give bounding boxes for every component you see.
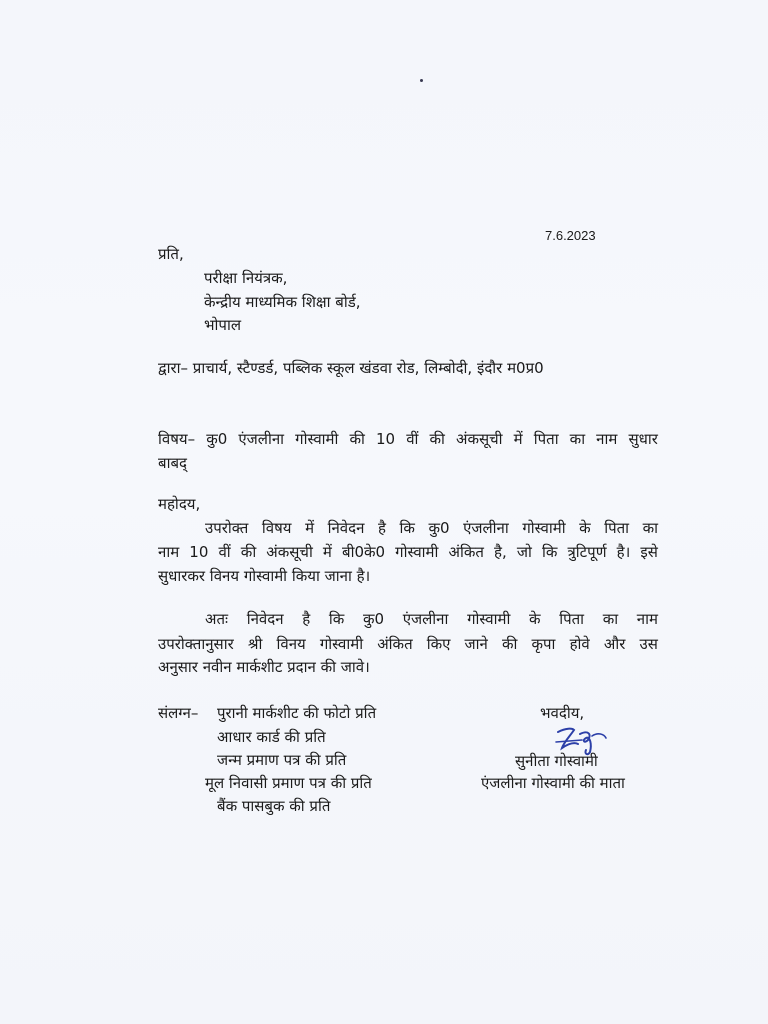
word: बी0के0 xyxy=(342,543,386,561)
word: के xyxy=(579,519,591,537)
enclosure-item: मूल निवासी प्रमाण पत्र की प्रति xyxy=(205,774,372,792)
word: एंजलीना xyxy=(238,430,285,448)
word: पिता xyxy=(604,519,630,537)
word: जो xyxy=(516,543,532,561)
word: विनय xyxy=(276,635,306,653)
word: अंकसूची xyxy=(456,430,503,448)
via-line: द्वारा– प्राचार्य, स्टैण्डर्ड, पब्लिक स्कूल खंडवा रोड, लिम्बोदी, इंदौर म0प्र0 xyxy=(158,359,544,377)
word: गोस्वामी xyxy=(522,519,566,537)
word: निवेदन xyxy=(327,519,365,537)
enclosure-item: पुरानी मार्कशीट की फोटो प्रति xyxy=(217,704,377,722)
word: गोस्वामी xyxy=(395,543,439,561)
word: उपरोक्त xyxy=(205,519,249,537)
word: कु0 xyxy=(428,519,450,537)
paragraph-1-line-3: सुधारकर विनय गोस्वामी किया जाना है। xyxy=(158,567,371,585)
enclosure-item: बैंक पासबुक की प्रति xyxy=(217,797,331,815)
word: श्री xyxy=(247,635,263,653)
word: के xyxy=(529,610,541,628)
word: है xyxy=(302,610,311,628)
word: कृपा xyxy=(531,635,556,653)
word: इसे xyxy=(640,543,658,561)
word: की xyxy=(502,635,518,653)
recipient-line-3: भोपाल xyxy=(204,316,242,334)
enclosure-item: आधार कार्ड की प्रति xyxy=(217,728,326,746)
word: किए xyxy=(426,635,451,653)
paragraph-2-line-3: अनुसार नवीन मार्कशीट प्रदान की जावे। xyxy=(158,658,370,676)
word: की xyxy=(349,430,365,448)
to-label: प्रति, xyxy=(158,245,184,263)
word: पिता xyxy=(533,430,559,448)
enclosure-item: जन्म प्रमाण पत्र की प्रति xyxy=(217,751,347,769)
word: और xyxy=(603,635,626,653)
word: जाने xyxy=(464,635,488,653)
word: में xyxy=(305,519,315,537)
letter-date: 7.6.2023 xyxy=(545,228,596,243)
signer-name: सुनीता गोस्वामी xyxy=(515,752,598,770)
word: की xyxy=(240,543,257,561)
word: विषय– xyxy=(158,430,196,448)
signer-relation: एंजलीना गोस्वामी की माता xyxy=(481,774,625,792)
word: का xyxy=(602,610,619,628)
word: एंजलीना xyxy=(402,610,449,628)
word: गोस्वामी xyxy=(319,635,364,653)
word: का xyxy=(642,519,658,537)
word: उस xyxy=(639,635,658,653)
word: अंकित xyxy=(377,635,413,653)
word: 10 xyxy=(189,543,209,561)
word: सुधार xyxy=(628,430,658,448)
word: गोस्वामी xyxy=(295,430,339,448)
paragraph-1-line-1 xyxy=(205,521,658,536)
word: में xyxy=(322,543,332,561)
word: पिता xyxy=(559,610,585,628)
word: निवेदन xyxy=(246,610,284,628)
word: नाम xyxy=(636,610,658,628)
word: गोस्वामी xyxy=(467,610,511,628)
word: है xyxy=(377,519,386,537)
word: वीं xyxy=(218,543,231,561)
enclosures-label: संलग्न– xyxy=(158,704,199,722)
closing: भवदीय, xyxy=(540,704,585,722)
recipient-line-2: केन्द्रीय माध्यमिक शिक्षा बोर्ड, xyxy=(204,293,361,311)
word: त्रुटिपूर्ण xyxy=(567,543,607,561)
word: अंकित xyxy=(448,543,484,561)
word: का xyxy=(569,430,586,448)
paragraph-1-line-2 xyxy=(158,545,658,560)
word: विषय xyxy=(261,519,292,537)
word: कि xyxy=(328,610,345,628)
word: होवे xyxy=(569,635,590,653)
word: नाम xyxy=(158,543,180,561)
word: कि xyxy=(399,519,415,537)
word: में xyxy=(513,430,523,448)
word: की xyxy=(429,430,445,448)
word: उपरोक्तानुसार xyxy=(158,635,234,653)
paragraph-2-line-1 xyxy=(205,612,658,627)
word: अतः xyxy=(205,610,229,628)
word: है। xyxy=(616,543,631,561)
subject-line-1 xyxy=(158,432,658,447)
word: एंजलीना xyxy=(463,519,509,537)
word: 10 xyxy=(376,430,396,448)
word: नाम xyxy=(596,430,618,448)
recipient-line-1: परीक्षा नियंत्रक, xyxy=(204,269,288,287)
paragraph-2-line-2 xyxy=(158,637,658,652)
word: कु0 xyxy=(206,430,228,448)
word: वीं xyxy=(406,430,419,448)
salutation: महोदय, xyxy=(158,495,201,513)
word: कि xyxy=(541,543,558,561)
word: है, xyxy=(494,543,507,561)
word: कु0 xyxy=(362,610,385,628)
subject-line-2: बाबद् xyxy=(158,454,187,472)
ink-speck xyxy=(420,79,423,82)
word: अंकसूची xyxy=(266,543,313,561)
